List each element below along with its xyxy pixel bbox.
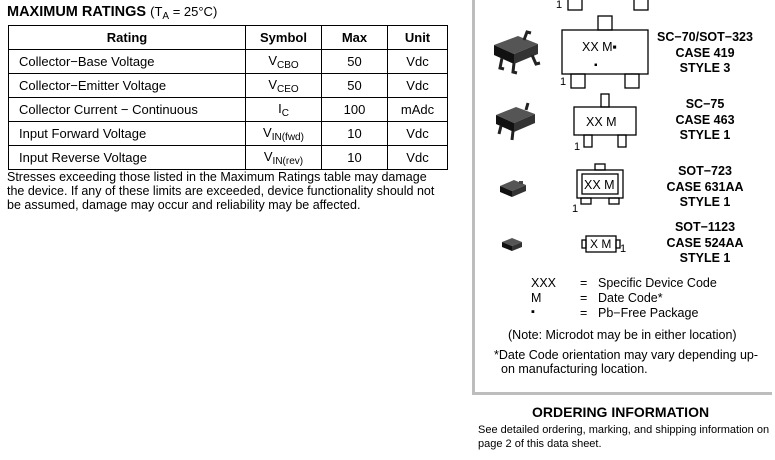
table-row bbox=[9, 50, 448, 74]
sot723-device-code: XX M bbox=[584, 178, 615, 192]
legend-code-xxx: XXX bbox=[531, 276, 557, 290]
package-sot1123: SOT−1123 CASE 524AA STYLE 1 bbox=[666, 220, 744, 265]
package-marking-diagrams bbox=[480, 0, 660, 270]
rating-cell: Input Reverse Voltage bbox=[9, 146, 246, 170]
title-main: MAXIMUM RATINGS bbox=[7, 4, 147, 20]
symbol-cell: $V_{IN(fwd)}$ bbox=[246, 122, 322, 146]
legend-eq: = bbox=[580, 291, 588, 305]
col-header-unit: Unit bbox=[388, 26, 448, 50]
sot723-package-icon bbox=[500, 180, 526, 197]
sc70-device-code: XX M▪ bbox=[582, 40, 617, 54]
sc75-package-icon bbox=[496, 103, 535, 140]
symbol-cell: $I_C$ bbox=[246, 98, 322, 122]
rating-cell: Input Forward Voltage bbox=[9, 122, 246, 146]
max-ratings-table bbox=[8, 25, 448, 170]
legend-code-m: M bbox=[531, 291, 542, 305]
symbol-cell: $V_{IN(rev)}$ bbox=[246, 146, 322, 170]
date-note-line2: on manufacturing location. bbox=[501, 362, 648, 376]
column-divider bbox=[472, 0, 475, 392]
table-row bbox=[9, 146, 448, 170]
sc70-pin1-label: 1 bbox=[560, 76, 567, 88]
legend-desc-pb-free: Pb−Free Package bbox=[598, 306, 699, 320]
max-cell: 50 bbox=[322, 50, 388, 74]
legend-desc-device-code: Specific Device Code bbox=[598, 276, 717, 290]
max-cell: 100 bbox=[322, 98, 388, 122]
microdot-note: (Note: Microdot may be in either location) bbox=[508, 328, 737, 342]
max-cell: 50 bbox=[322, 74, 388, 98]
symbol-cell: $V_{CEO}$ bbox=[246, 74, 322, 98]
col-header-symbol: Symbol bbox=[246, 26, 322, 50]
max-cell: 10 bbox=[322, 146, 388, 170]
stress-note: Stresses exceeding those listed in the Maximum Ratings table may damage the device. If any of these limits are exceeded, device functionality should not be assumed, damage may occur and reliability may be affected. bbox=[7, 170, 435, 212]
package-sc70: SC−70/SOT−323 CASE 419 STYLE 3 bbox=[657, 30, 753, 75]
unit-cell: Vdc bbox=[388, 50, 448, 74]
unit-cell: Vdc bbox=[388, 146, 448, 170]
rating-cell: Collector−Emitter Voltage bbox=[9, 74, 246, 98]
sot1123-device-code: X M bbox=[590, 237, 612, 251]
symbol-cell: $V_{CBO}$ bbox=[246, 50, 322, 74]
max-ratings-title bbox=[7, 4, 217, 22]
date-note-line1: *Date Code orientation may vary depending up- bbox=[494, 348, 759, 362]
ordering-text: See detailed ordering, marking, and shipping information on page 2 of this data sheet. bbox=[478, 424, 770, 450]
title-condition: $(T_A = 25^\circ C)$ bbox=[150, 4, 218, 22]
package-sc75: SC−75 CASE 463 STYLE 1 bbox=[675, 97, 735, 142]
col-header-max: Max bbox=[322, 26, 388, 50]
unit-cell: Vdc bbox=[388, 122, 448, 146]
ordering-divider bbox=[472, 392, 772, 395]
max-cell: 10 bbox=[322, 122, 388, 146]
sc75-pin1-label: 1 bbox=[574, 141, 581, 153]
sc70-microdot: ▪ bbox=[594, 60, 598, 71]
legend-desc-date-code: Date Code* bbox=[598, 291, 663, 305]
package-sot723: SOT−723 CASE 631AA STYLE 1 bbox=[666, 164, 744, 209]
table-row bbox=[9, 74, 448, 98]
table-row bbox=[9, 122, 448, 146]
legend-eq: = bbox=[580, 276, 588, 290]
pin-label-top: 1 bbox=[556, 0, 563, 11]
col-header-rating: Rating bbox=[9, 26, 246, 50]
sot723-pin1-label: 1 bbox=[572, 203, 579, 215]
table-header-row bbox=[9, 26, 448, 50]
legend-eq: = bbox=[580, 306, 588, 320]
sc70-package-icon bbox=[494, 32, 540, 73]
legend-code-dot: ▪ bbox=[531, 306, 535, 318]
sc75-device-code: XX M bbox=[586, 115, 617, 129]
sot1123-package-icon bbox=[502, 238, 522, 251]
sot1123-pin1-label: 1 bbox=[620, 243, 627, 255]
ordering-title: ORDERING INFORMATION bbox=[532, 404, 710, 420]
table-row bbox=[9, 98, 448, 122]
unit-cell: mAdc bbox=[388, 98, 448, 122]
rating-cell: Collector−Base Voltage bbox=[9, 50, 246, 74]
partial-top-diagram bbox=[568, 0, 648, 10]
unit-cell: Vdc bbox=[388, 74, 448, 98]
rating-cell: Collector Current − Continuous bbox=[9, 98, 246, 122]
